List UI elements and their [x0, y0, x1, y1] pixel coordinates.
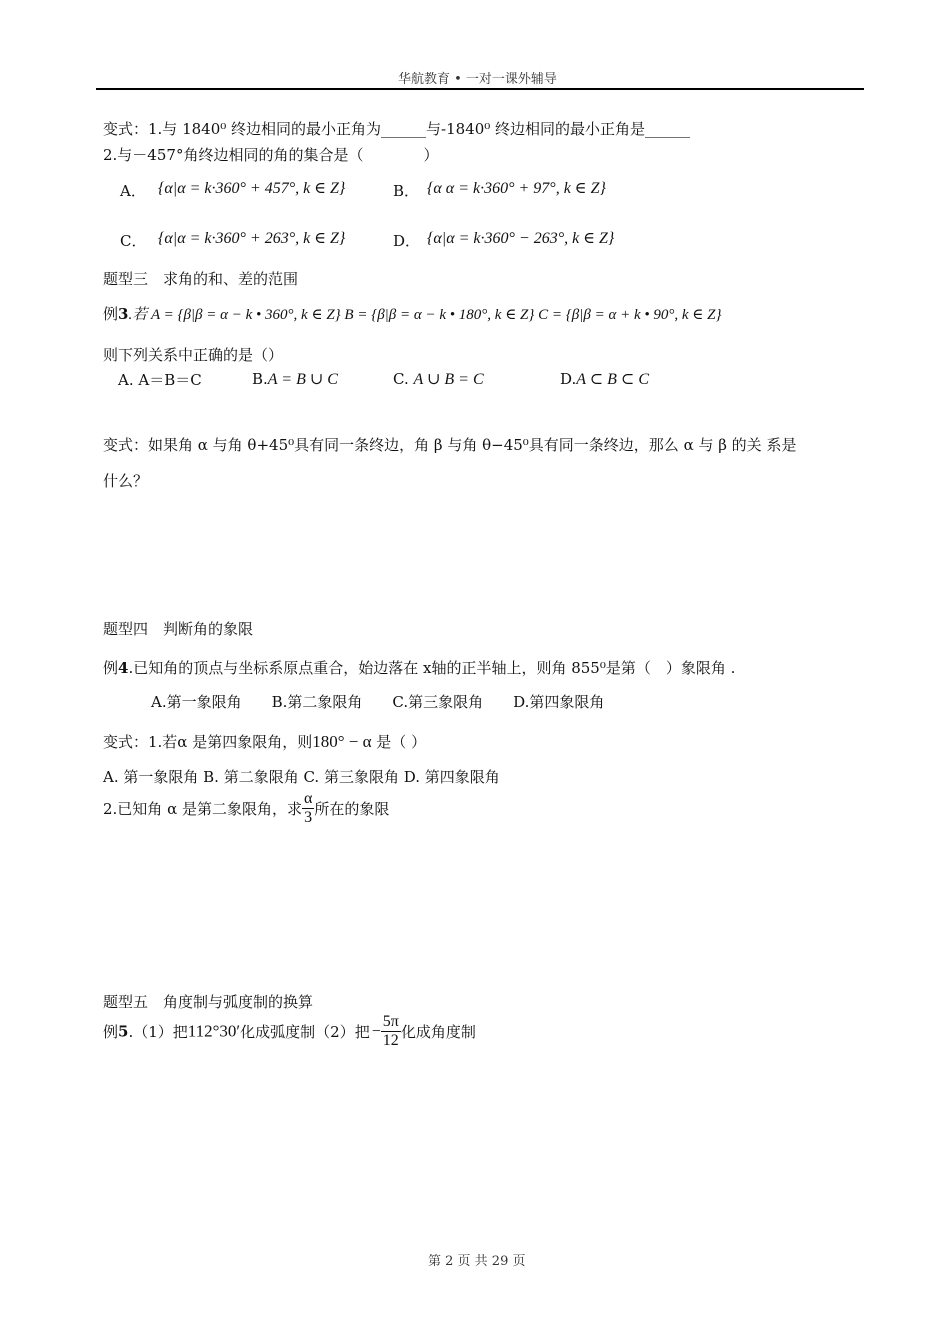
type3-variant-line-2: 什么？ — [103, 472, 149, 490]
fraction-numerator: α — [303, 790, 313, 807]
alpha-over-3-fraction — [302, 790, 314, 827]
option-d-expression: A ⊂ B ⊂ C — [576, 371, 650, 388]
option-b-expression: A = B ∪ C — [267, 371, 338, 388]
option-a-set: {α|α = k·360° + 457°, k ∈ Z} — [158, 180, 346, 197]
example-number: 5 — [118, 1022, 129, 1041]
option-c-expression: A ∪ B = C — [413, 371, 484, 388]
fraction-denominator: 3 — [302, 808, 314, 827]
variant-2-text: 2.已知角 α 是第二象限角，求 — [103, 800, 302, 818]
section-heading-type5: 题型五 角度制与弧度制的换算 — [103, 993, 314, 1011]
option-b-set: {α α = k·360° + 97°, k ∈ Z} — [427, 180, 606, 197]
variant-1-suffix: 是（ ） — [376, 733, 427, 751]
option-c-label: C． — [120, 232, 147, 250]
example-3-option-a: A. A＝B＝C — [118, 371, 202, 389]
example-prefix: 例 — [103, 305, 119, 323]
variant-line-2: 2.与－457°角终边相同的角的集合是（ ） — [103, 146, 439, 164]
example-number: 3 — [118, 305, 129, 323]
option-c-set: {α|α = k·360° + 263°, k ∈ Z} — [158, 230, 346, 247]
fraction-numerator: 5π — [382, 1013, 399, 1030]
type4-variant-1-options: A. 第一象限角 B. 第二象限角 C. 第三象限角 D. 第四象限角 — [103, 768, 500, 786]
type3-variant-line-1: 变式：如果角 α 与角 θ+45⁰具有同一条终边，角 β 与角 θ−45⁰具有同一条终边，那么 α 与 β 的关 系是 — [103, 436, 797, 454]
header-divider — [96, 88, 864, 90]
page-number: 第 2 页 共 29 页 — [428, 1254, 526, 1269]
header-title: 华航教育 • 一对一课外辅导 — [398, 72, 557, 87]
example-4-text: .已知角的顶点与坐标系原点重合，始边落在 x轴的正半轴上，则角 855⁰是第（ ）象限角 . — [128, 659, 736, 677]
example-3-question: 则下列关系中正确的是（） — [103, 346, 284, 364]
option-d-label: D． — [393, 232, 421, 250]
variant-1-expression: 180° − α — [312, 732, 372, 751]
fraction-denominator: 12 — [381, 1031, 401, 1050]
example-5-part-1: .（1）把 — [128, 1023, 188, 1041]
option-a-label: A． — [120, 182, 146, 200]
section-heading-type3: 题型三 求角的和、差的范围 — [103, 270, 299, 288]
option-b-label: B. — [252, 370, 268, 388]
option-d-label: D. — [560, 370, 577, 388]
example-3-option-c — [393, 369, 484, 389]
example-4-options: A.第一象限角 B.第二象限角 C.第三象限角 D.第四象限角 — [151, 693, 605, 711]
variant-1-text: 变式：1.若α 是第四象限角，则 — [103, 733, 313, 751]
option-c-label: C. — [393, 370, 409, 388]
option-d-set: {α|α = k·360° − 263°, k ∈ Z} — [427, 230, 615, 247]
type4-variant-2 — [103, 790, 389, 827]
example-3-option-b — [252, 369, 338, 389]
example-prefix: 例 — [103, 1023, 119, 1041]
example-5 — [103, 1013, 476, 1050]
example-5-minus: − — [371, 1022, 381, 1040]
variant-line-1: 变式：1.与 1840⁰ 终边相同的最小正角为______与-1840⁰ 终边相同的最小正角是______ — [103, 120, 691, 138]
section-heading-type4: 题型四 判断角的象限 — [103, 620, 254, 638]
option-b-label: B． — [393, 182, 420, 200]
example-5-part-3: 化成角度制 — [400, 1023, 476, 1041]
variant-2-suffix: 所在的象限 — [314, 800, 390, 818]
example-5-part-2: 化成弧度制（2）把 — [240, 1023, 370, 1041]
example-4 — [103, 657, 735, 678]
example-number: 4 — [118, 659, 129, 677]
example-3-option-d — [560, 369, 649, 389]
five-pi-over-12-fraction — [381, 1013, 401, 1050]
example-5-angle: 112°30′ — [187, 1021, 241, 1041]
example-3-sets: .若 A = {β|β = α − k • 360°, k ∈ Z} B = {β|β = α − k • 180°, k ∈ Z} C = {β|β = α + k • 90°, k ∈ Z} — [128, 307, 722, 323]
example-3 — [103, 303, 721, 324]
type4-variant-1 — [103, 731, 426, 752]
example-prefix: 例 — [103, 659, 119, 677]
